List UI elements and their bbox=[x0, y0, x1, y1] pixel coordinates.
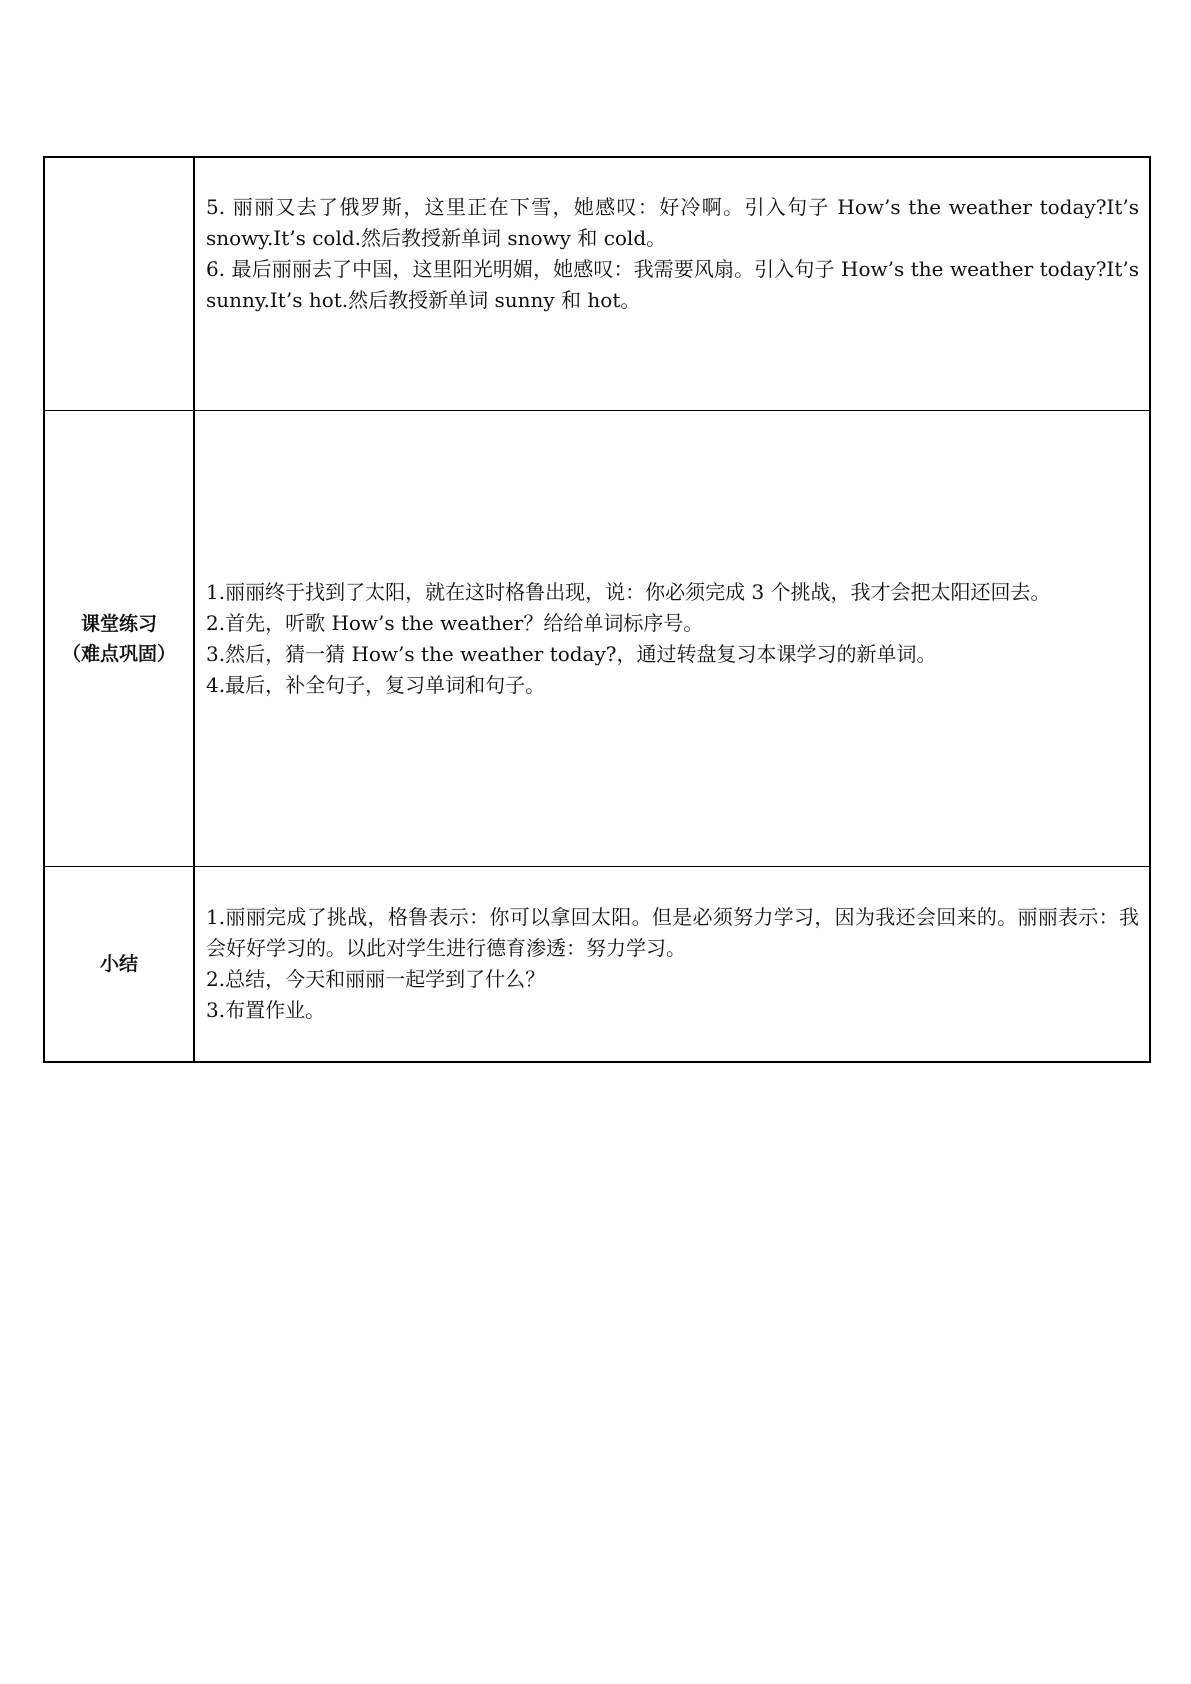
table-row bbox=[44, 411, 1150, 867]
paragraph: 2.首先，听歌 How’s the weather？给给单词标序号。 bbox=[206, 610, 704, 635]
lesson-plan-table bbox=[43, 156, 1151, 1063]
paragraph: 2.总结，今天和丽丽一起学到了什么？ bbox=[206, 967, 546, 991]
paragraph: 1.丽丽终于找到了太阳，就在这时格鲁出现，说：你必须完成 3 个挑战，我才会把太阳还回去。 bbox=[206, 579, 1051, 604]
row-label-summary bbox=[44, 867, 194, 1063]
label-line: 课堂练习 bbox=[80, 612, 157, 635]
paragraph: 1.丽丽完成了挑战，格鲁表示：你可以拿回太阳。但是必须努力学习，因为我还会回来的。丽丽表示：我会好好学习的。以此对学生进行德育渗透：努力学习。 bbox=[206, 905, 1139, 960]
paragraph: 3.布置作业。 bbox=[206, 998, 326, 1022]
row-label-empty bbox=[44, 157, 194, 411]
paragraph: 6. 最后丽丽去了中国，这里阳光明媚，她感叹：我需要风扇。引入句子 How’s the weather today?It’s sunny.It’s hot.然后教授新单词 sunny 和 hot。 bbox=[206, 257, 1139, 312]
table-row bbox=[44, 157, 1150, 411]
row-content bbox=[194, 867, 1150, 1063]
paragraph: 5. 丽丽又去了俄罗斯，这里正在下雪，她感叹：好冷啊。引入句子 How’s the weather today?It’s snowy.It’s cold.然后教授新单词 snowy 和 cold。 bbox=[206, 195, 1139, 250]
paragraph: 4.最后，补全句子，复习单词和句子。 bbox=[206, 672, 546, 697]
label-line: 小结 bbox=[99, 953, 138, 975]
label-line: （难点巩固） bbox=[61, 642, 176, 665]
row-label-practice bbox=[44, 411, 194, 867]
row-content bbox=[194, 411, 1150, 867]
row-content bbox=[194, 157, 1150, 411]
table-row bbox=[44, 867, 1150, 1063]
paragraph: 3.然后，猜一猜 How’s the weather today?，通过转盘复习本课学习的新单词。 bbox=[206, 641, 937, 666]
